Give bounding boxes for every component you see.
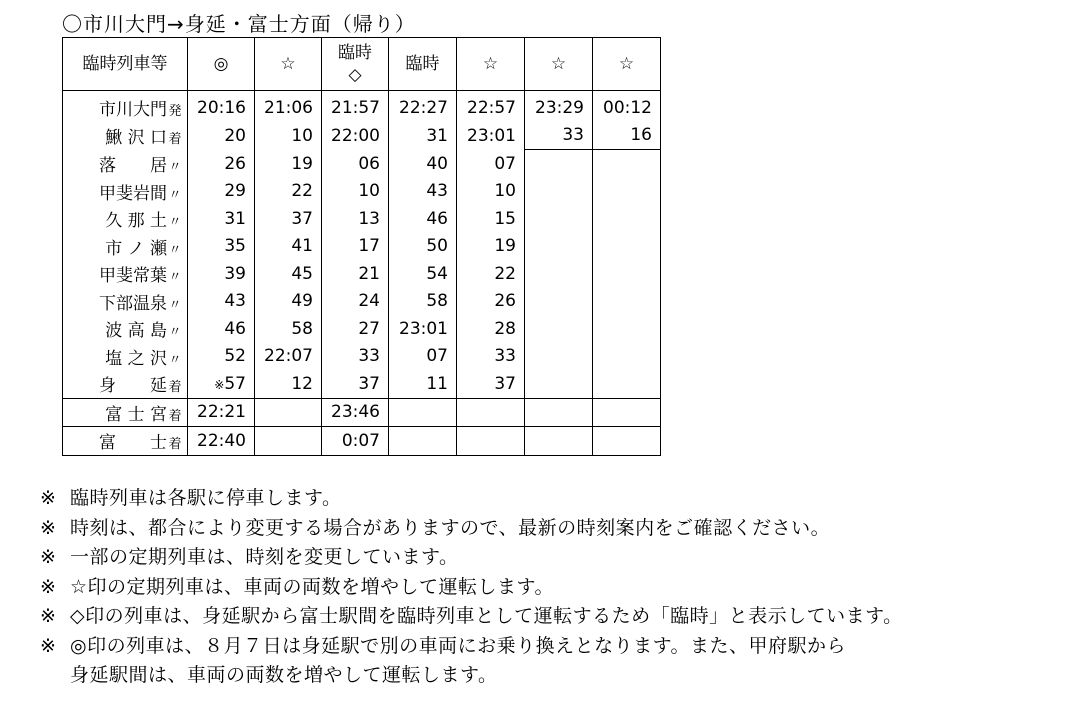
station-cell xyxy=(63,260,188,288)
time-cell: 0:07 xyxy=(322,427,389,456)
note-line xyxy=(40,632,903,662)
station-name: 市 ノ 瀬 xyxy=(105,238,167,259)
station-name: 鰍 沢 口 xyxy=(105,128,167,148)
station-cell xyxy=(63,288,188,316)
time-cell: 26 xyxy=(188,150,255,178)
station-name: 甲斐岩間 xyxy=(99,183,167,204)
header-cell: ☆ xyxy=(255,38,322,91)
note-line xyxy=(40,602,903,632)
note-line xyxy=(40,543,903,573)
station-cell xyxy=(63,233,188,261)
time-cell: 29 xyxy=(188,178,255,206)
station-name: 富 士 宮 xyxy=(105,404,167,425)
time-cell: 27 xyxy=(322,315,389,343)
note-text: 臨時列車は各駅に停車します。 xyxy=(70,487,342,509)
time-cell xyxy=(389,398,457,427)
time-cell: 37 xyxy=(255,205,322,233)
time-cell: 19 xyxy=(457,233,525,261)
table-row xyxy=(63,427,661,456)
timetable xyxy=(62,37,661,456)
table-row xyxy=(63,315,661,343)
table-row xyxy=(63,288,661,316)
header-cell: ☆ xyxy=(457,38,525,91)
header-row xyxy=(63,38,661,91)
table-row xyxy=(63,122,661,150)
table-row xyxy=(63,150,661,178)
time-cell xyxy=(525,288,593,316)
time-cell: 06 xyxy=(322,150,389,178)
time-cell: 16 xyxy=(593,122,661,150)
time-cell: 22:40 xyxy=(188,427,255,456)
time-cell xyxy=(525,427,593,456)
station-name: 久 那 土 xyxy=(105,211,167,232)
time-cell: 46 xyxy=(188,315,255,343)
table-row xyxy=(63,260,661,288)
time-cell: 21:06 xyxy=(255,91,322,122)
time-cell xyxy=(525,260,593,288)
station-cell xyxy=(63,370,188,398)
time-cell: 22:27 xyxy=(389,91,457,122)
time-cell: ※57 xyxy=(188,370,255,398)
time-cell xyxy=(593,260,661,288)
time-cell: 21 xyxy=(322,260,389,288)
time-cell: 54 xyxy=(389,260,457,288)
time-cell: 22:07 xyxy=(255,343,322,371)
station-name: 下部温泉 xyxy=(99,293,167,314)
time-cell: 20:16 xyxy=(188,91,255,122)
time-cell xyxy=(255,398,322,427)
station-mark: 着 xyxy=(168,437,182,453)
table-row xyxy=(63,398,661,427)
time-cell: 41 xyxy=(255,233,322,261)
time-cell: 37 xyxy=(457,370,525,398)
station-mark: 〃 xyxy=(168,160,182,175)
note-text: ◇印の列車は、身延駅から富士駅間を臨時列車として運転するため「臨時」と表示しています。 xyxy=(70,605,903,627)
table-row xyxy=(63,343,661,371)
station-cell xyxy=(63,122,188,150)
time-cell: 22 xyxy=(255,178,322,206)
station-mark: 着 xyxy=(168,380,182,396)
time-cell xyxy=(593,427,661,456)
note-line xyxy=(40,661,903,691)
station-name: 市川大門 xyxy=(99,100,167,121)
time-cell xyxy=(525,343,593,371)
time-cell: 23:01 xyxy=(389,315,457,343)
time-cell: 07 xyxy=(389,343,457,371)
time-cell xyxy=(525,398,593,427)
note-mark: ※ xyxy=(40,516,57,539)
time-cell xyxy=(593,233,661,261)
time-cell: 22:00 xyxy=(322,122,389,150)
time-cell: 20 xyxy=(188,122,255,150)
station-mark: 〃 xyxy=(168,270,182,286)
time-cell: 12 xyxy=(255,370,322,398)
station-mark: 〃 xyxy=(168,242,182,258)
note-line xyxy=(40,573,903,603)
time-cell: 35 xyxy=(188,233,255,261)
notes xyxy=(40,484,903,691)
page-title: 〇市川大門→身延・富士方面（帰り） xyxy=(62,12,416,36)
time-cell: 50 xyxy=(389,233,457,261)
station-name: 甲斐常葉 xyxy=(99,266,167,287)
time-cell xyxy=(255,427,322,456)
station-name: 富 士 xyxy=(99,433,167,454)
station-mark: 〃 xyxy=(168,325,182,341)
table-row xyxy=(63,370,661,398)
station-cell xyxy=(63,398,188,427)
station-cell xyxy=(63,427,188,456)
station-mark: 着 xyxy=(168,408,182,424)
station-cell xyxy=(63,343,188,371)
time-cell xyxy=(525,178,593,206)
time-cell xyxy=(457,398,525,427)
station-cell xyxy=(63,91,188,122)
time-cell xyxy=(593,398,661,427)
time-cell xyxy=(457,427,525,456)
station-mark: 〃 xyxy=(168,215,182,231)
time-cell: 23:29 xyxy=(525,91,593,122)
time-cell: 10 xyxy=(457,178,525,206)
note-line xyxy=(40,484,903,514)
note-mark: ※ xyxy=(40,487,57,509)
note-text: 身延駅間は、車両の両数を増やして運転します。 xyxy=(70,664,498,686)
time-cell xyxy=(525,315,593,343)
time-cell: 23:46 xyxy=(322,398,389,427)
time-cell: 17 xyxy=(322,233,389,261)
time-cell: 10 xyxy=(255,122,322,150)
time-cell: 26 xyxy=(457,288,525,316)
time-cell: 33 xyxy=(525,122,593,150)
time-cell: 22:21 xyxy=(188,398,255,427)
time-cell: 39 xyxy=(188,260,255,288)
station-mark: 着 xyxy=(168,132,182,147)
note-text: ☆印の定期列車は、車両の両数を増やして運転します。 xyxy=(70,575,555,598)
time-cell xyxy=(593,370,661,398)
time-cell: 13 xyxy=(322,205,389,233)
note-text: 一部の定期列車は、時刻を変更しています。 xyxy=(70,546,459,568)
time-cell: 33 xyxy=(322,343,389,371)
time-cell xyxy=(525,233,593,261)
note-text: ◎印の列車は、８月７日は身延駅で別の車両にお乗り換えとなります。また、甲府駅から xyxy=(70,634,847,657)
table-row xyxy=(63,91,661,122)
note-text: 時刻は、都合により変更する場合がありますので、最新の時刻案内をご確認ください。 xyxy=(70,516,831,539)
station-mark: 〃 xyxy=(168,352,182,368)
station-name: 落 居 xyxy=(99,156,167,176)
time-cell: 31 xyxy=(389,122,457,150)
station-name: 波 高 島 xyxy=(105,321,167,342)
time-cell xyxy=(593,315,661,343)
time-cell: 00:12 xyxy=(593,91,661,122)
header-label: 臨時列車等 xyxy=(63,38,188,91)
time-cell xyxy=(525,370,593,398)
time-cell xyxy=(593,343,661,371)
time-cell: 15 xyxy=(457,205,525,233)
time-cell: 19 xyxy=(255,150,322,178)
note-mark: ※ xyxy=(40,605,57,627)
time-cell: 22 xyxy=(457,260,525,288)
note-mark: ※ xyxy=(40,546,57,568)
time-cell: 22:57 xyxy=(457,91,525,122)
station-cell xyxy=(63,178,188,206)
time-cell: 43 xyxy=(188,288,255,316)
header-cell: ☆ xyxy=(593,38,661,91)
time-cell: 10 xyxy=(322,178,389,206)
time-cell xyxy=(593,205,661,233)
time-cell xyxy=(593,288,661,316)
time-cell: 23:01 xyxy=(457,122,525,150)
time-cell xyxy=(593,178,661,206)
header-cell: 臨時 ◇ xyxy=(322,38,389,91)
time-cell: 33 xyxy=(457,343,525,371)
station-mark: 〃 xyxy=(168,187,182,203)
table-row xyxy=(63,178,661,206)
note-mark: ※ xyxy=(40,634,57,657)
time-cell: 40 xyxy=(389,150,457,178)
time-cell: 21:57 xyxy=(322,91,389,122)
station-mark: 発 xyxy=(168,104,182,120)
time-cell: 46 xyxy=(389,205,457,233)
time-cell: 24 xyxy=(322,288,389,316)
time-cell: 45 xyxy=(255,260,322,288)
time-cell: 58 xyxy=(255,315,322,343)
header-cell: 臨時 xyxy=(389,38,457,91)
time-cell xyxy=(525,150,593,178)
note-mark: ※ xyxy=(40,575,57,598)
station-name: 身 延 xyxy=(99,376,167,397)
time-cell: 37 xyxy=(322,370,389,398)
time-cell: 52 xyxy=(188,343,255,371)
time-cell xyxy=(525,205,593,233)
station-cell xyxy=(63,150,188,178)
header-cell: ◎ xyxy=(188,38,255,91)
time-cell: 43 xyxy=(389,178,457,206)
time-cell: 31 xyxy=(188,205,255,233)
time-cell: 58 xyxy=(389,288,457,316)
station-name: 塩 之 沢 xyxy=(105,348,167,369)
table-row xyxy=(63,233,661,261)
time-cell: 28 xyxy=(457,315,525,343)
table-row xyxy=(63,205,661,233)
time-cell: 49 xyxy=(255,288,322,316)
time-cell xyxy=(389,427,457,456)
station-cell xyxy=(63,205,188,233)
time-cell xyxy=(593,150,661,178)
station-mark: 〃 xyxy=(168,297,182,313)
header-cell: ☆ xyxy=(525,38,593,91)
time-cell: 07 xyxy=(457,150,525,178)
note-line xyxy=(40,514,903,544)
station-cell xyxy=(63,315,188,343)
time-cell: 11 xyxy=(389,370,457,398)
